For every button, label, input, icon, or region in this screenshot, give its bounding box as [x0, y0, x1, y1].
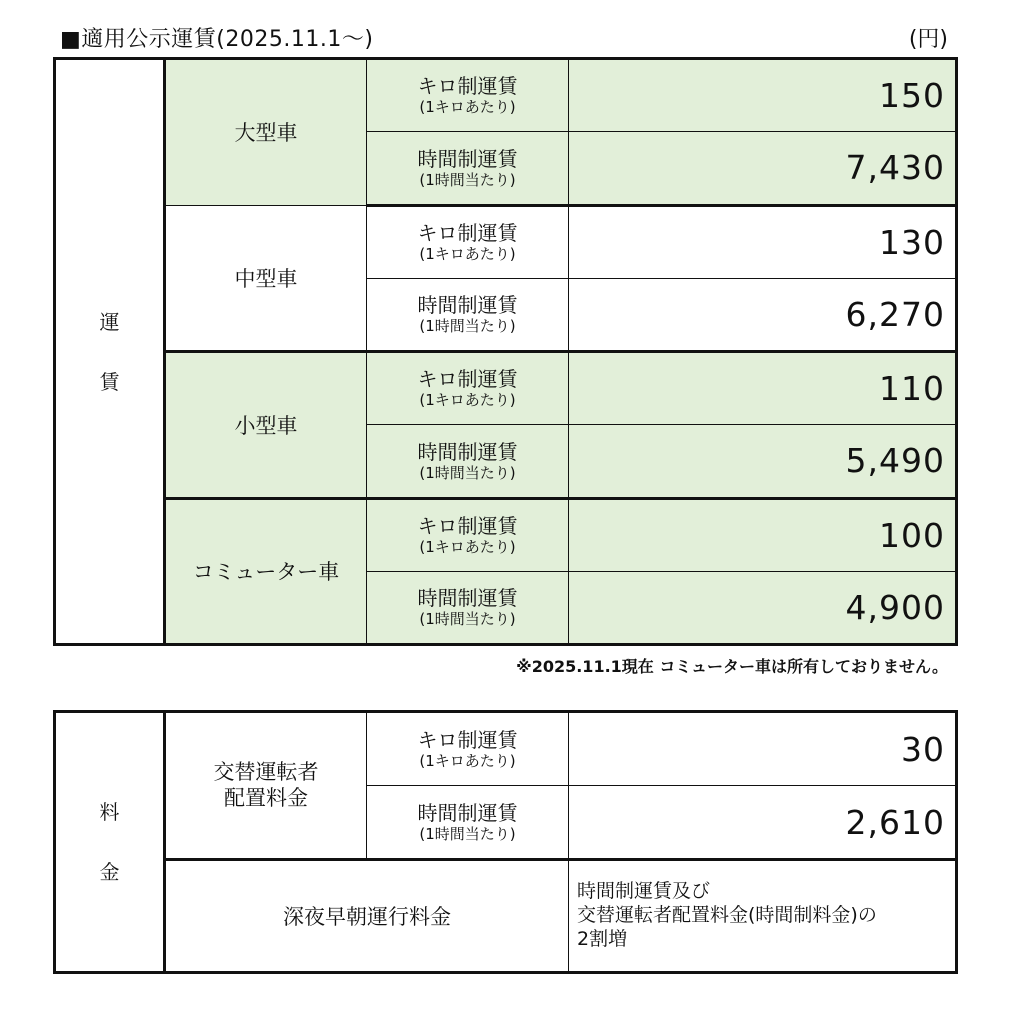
- table-row: [55, 352, 957, 425]
- value-medium-km: 130: [569, 205, 957, 278]
- vehicle-small: 小型車: [165, 352, 367, 499]
- value-driver-km: 30: [569, 712, 957, 786]
- value-driver-hr: 2,610: [569, 786, 957, 860]
- value-small-hr: 5,490: [569, 425, 957, 498]
- rate-type-km: キロ制運賃 (1キロあたり): [367, 205, 569, 278]
- fee-table: [53, 710, 958, 974]
- rate-type-km: キロ制運賃 (1キロあたり): [367, 352, 569, 425]
- page-title: ■適用公示運賃(2025.11.1〜): [60, 27, 374, 52]
- vehicle-large: 大型車: [165, 59, 367, 206]
- section-label-fare: 運 賃: [55, 59, 165, 645]
- night-fee-description: 時間制運賃及び 交替運転者配置料金(時間制料金)の 2割増: [569, 860, 957, 973]
- night-fee-label: 深夜早朝運行料金: [165, 860, 569, 973]
- table-row: [55, 712, 957, 786]
- value-large-km: 150: [569, 59, 957, 132]
- footnote: ※2025.11.1現在 コミューター車は所有しておりません。: [516, 657, 948, 676]
- value-commuter-hr: 4,900: [569, 571, 957, 644]
- rate-type-hr: 時間制運賃 (1時間当たり): [367, 786, 569, 860]
- rate-type-hr: 時間制運賃 (1時間当たり): [367, 278, 569, 351]
- rate-type-hr: 時間制運賃 (1時間当たり): [367, 571, 569, 644]
- vehicle-medium: 中型車: [165, 205, 367, 352]
- table-row: [55, 860, 957, 973]
- table-row: [55, 59, 957, 132]
- value-medium-hr: 6,270: [569, 278, 957, 351]
- rate-type-km: キロ制運賃 (1キロあたり): [367, 712, 569, 786]
- rate-type-km: キロ制運賃 (1キロあたり): [367, 59, 569, 132]
- rate-type-hr: 時間制運賃 (1時間当たり): [367, 425, 569, 498]
- table-row: [55, 498, 957, 571]
- value-small-km: 110: [569, 352, 957, 425]
- currency-unit: (円): [908, 27, 948, 52]
- table-row: [55, 205, 957, 278]
- section-label-fee: 料 金: [55, 712, 165, 973]
- fare-table: [53, 57, 958, 646]
- value-large-hr: 7,430: [569, 132, 957, 205]
- driver-fee-label: 交替運転者 配置料金: [165, 712, 367, 860]
- rate-type-hr: 時間制運賃 (1時間当たり): [367, 132, 569, 205]
- value-commuter-km: 100: [569, 498, 957, 571]
- rate-type-km: キロ制運賃 (1キロあたり): [367, 498, 569, 571]
- vehicle-commuter: コミューター車: [165, 498, 367, 645]
